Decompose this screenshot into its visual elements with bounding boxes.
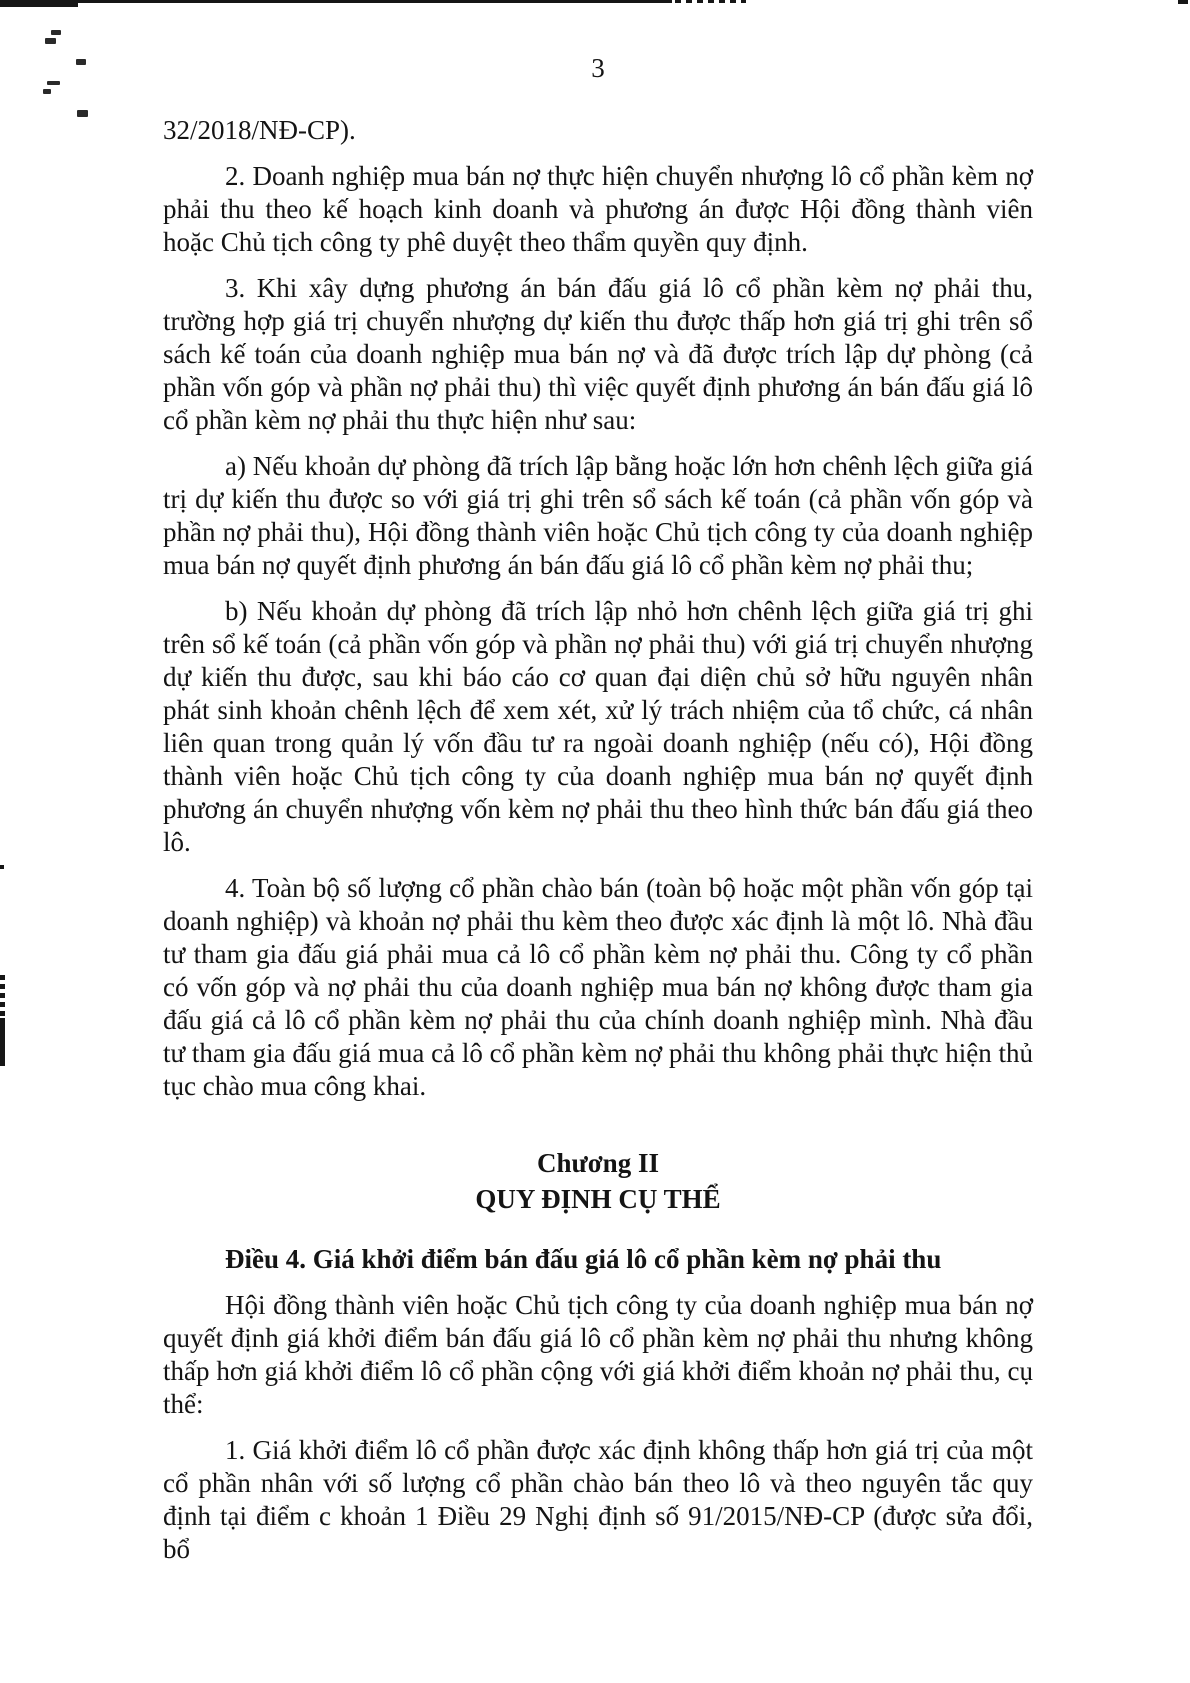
scan-speck — [51, 30, 61, 35]
scan-speck — [45, 38, 56, 44]
scan-artifact-left-line — [0, 1018, 5, 1066]
scan-speck — [77, 110, 88, 117]
paragraph-continuation-fragment: 32/2018/NĐ-CP). — [163, 115, 356, 145]
clause-2: 2. Doanh nghiệp mua bán nợ thực hiện chuyển nhượng lô cổ phần kèm nợ phải thu theo kế hoạch kinh doanh và phương án được Hội đồng thành viên hoặc Chủ tịch công ty phê duyệt theo thẩm quyền quy định. — [163, 161, 1033, 257]
scan-artifact-left-dot — [0, 865, 4, 869]
scan-speck — [43, 89, 51, 94]
article-4-intro: Hội đồng thành viên hoặc Chủ tịch công ty của doanh nghiệp mua bán nợ quyết định giá khởi điểm bán đấu giá lô cổ phần kèm nợ phải thu nhưng không thấp hơn giá khởi điểm lô cổ phần cộng với giá khởi điểm khoản nợ phải thu, cụ thể: — [163, 1290, 1033, 1419]
scan-speck — [76, 59, 86, 65]
scan-artifact-top-right-mark — [1178, 0, 1188, 4]
chapter-heading — [163, 1145, 1033, 1217]
clause-3: 3. Khi xây dựng phương án bán đấu giá lô cổ phần kèm nợ phải thu, trường hợp giá trị chuyển nhượng dự kiến thu được thấp hơn giá trị ghi trên sổ sách kế toán của doanh nghiệp mua bán nợ và đã được trích lập dự phòng (cả phần vốn góp và phần nợ phải thu) thì việc quyết định phương án bán đấu giá lô cổ phần kèm nợ phải thu thực hiện như sau: — [163, 273, 1033, 435]
scan-artifact-top-line-thick — [0, 0, 78, 7]
document-body — [163, 114, 1033, 1566]
scan-artifact-top-line-dashes — [598, 0, 746, 3]
point-b: b) Nếu khoản dự phòng đã trích lập nhỏ hơn chênh lệch giữa giá trị ghi trên sổ kế toán (cả phần vốn góp và phần nợ phải thu) với giá trị chuyển nhượng dự kiến thu được, sau khi báo cáo cơ quan đại diện chủ sở hữu nguyên nhân phát sinh khoản chênh lệch để xem xét, xử lý trách nhiệm của tổ chức, cá nhân liên quan trong quản lý vốn đầu tư ra ngoài doanh nghiệp (nếu có), Hội đồng thành viên hoặc Chủ tịch công ty của doanh nghiệp mua bán nợ quyết định phương án chuyển nhượng vốn kèm nợ phải thu theo hình thức bán đấu giá theo lô. — [163, 596, 1033, 857]
scan-speck — [47, 81, 60, 85]
article-4-clause-1: 1. Giá khởi điểm lô cổ phần được xác định không thấp hơn giá trị của một cổ phần nhân với số lượng cổ phần chào bán theo lô và theo nguyên tắc quy định tại điểm c khoản 1 Điều 29 Nghị định số 91/2015/NĐ-CP (được sửa đổi, bổ — [163, 1435, 1033, 1564]
point-a: a) Nếu khoản dự phòng đã trích lập bằng hoặc lớn hơn chênh lệch giữa giá trị dự kiến thu được so với giá trị ghi trên sổ sách kế toán (cả phần vốn góp và phần nợ phải thu), Hội đồng thành viên hoặc Chủ tịch công ty của doanh nghiệp mua bán nợ quyết định phương án bán đấu giá lô cổ phần kèm nợ phải thu; — [163, 451, 1033, 580]
scan-artifact-left-dashes — [0, 975, 5, 1019]
article-4-heading: Điều 4. Giá khởi điểm bán đấu giá lô cổ phần kèm nợ phải thu — [225, 1244, 942, 1274]
clause-4: 4. Toàn bộ số lượng cổ phần chào bán (toàn bộ hoặc một phần vốn góp tại doanh nghiệp) và khoản nợ phải thu kèm theo được xác định là một lô. Nhà đầu tư tham gia đấu giá phải mua cả lô cổ phần kèm nợ phải thu. Công ty cổ phần có vốn góp và nợ phải thu của doanh nghiệp mua bán nợ không được tham gia đấu giá cả lô cổ phần kèm nợ phải thu của chính doanh nghiệp mình. Nhà đầu tư tham gia đấu giá mua cả lô cổ phần kèm nợ phải thu không phải thực hiện thủ tục chào mua công khai. — [163, 873, 1033, 1101]
chapter-number: Chương II — [537, 1148, 659, 1178]
chapter-title: QUY ĐỊNH CỤ THỂ — [475, 1184, 721, 1214]
scan-artifact-top-line — [0, 0, 672, 3]
page-number: 3 — [591, 53, 605, 83]
